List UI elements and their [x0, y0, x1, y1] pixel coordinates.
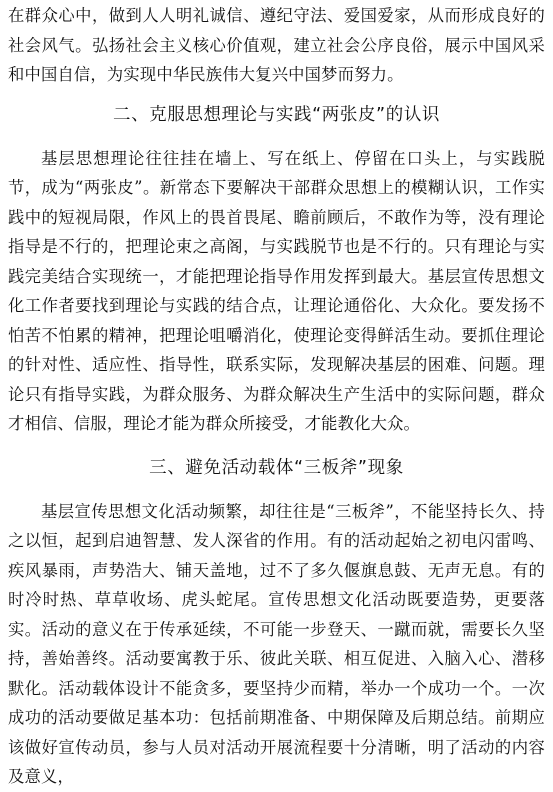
body-paragraph-3: 基层宣传思想文化活动频繁，却往往是“三板斧”，不能坚持长久、持之以恒，起到启迪智慧、发人深省的作用。有的活动起始之初电闪雷鸣、疾风暴雨，声势浩大、铺天盖地，过不了多久偃旗息鼓、无声无息。有的时冷时热、草草收场、虎头蛇尾。宣传思想文化活动既要造势，更要落实。活动的意义在于传承延续，不可能一步登天、一蹴而就，需要长久坚持，善始善终。活动要寓教于乐、彼此关联、相互促进、入脑入心、潜移默化。活动载体设计不能贪多，要坚持少而精，举办一个成功一个。一次成功的活动要做足基本功：包括前期准备、中期保障及后期总结。前期应该做好宣传动员，参与人员对活动开展流程要十分清晰，明了活动的内容及意义，: [8, 501, 545, 786]
section-heading-2: 二、克服思想理论与实践“两张皮”的认识: [112, 104, 441, 125]
body-paragraph-1: 在群众心中，做到人人明礼诚信、遵纪守法、爱国爱家，从而形成良好的社会风气。弘扬社会主义核心价值观，建立社会公序良俗，展示中国风采和中国自信，为实现中华民族伟大复兴中国梦而努力。: [8, 6, 545, 84]
document-page: [8, 0, 545, 792]
body-paragraph-2: 基层思想理论往往挂在墙上、写在纸上、停留在口头上，与实践脱节，成为“两张皮”。新常态下要解决干部群众思想上的模糊认识，工作实践中的短视局限，作风上的畏首畏尾、瞻前顾后，不敢作为等，没有理论指导是不行的，把理论束之高阁，与实践脱节也是不行的。只有理论与实践完美结合实现统一，才能把理论指导作用发挥到最大。基层宣传思想文化工作者要找到理论与实践的结合点，让理论通俗化、大众化。要发扬不怕苦不怕累的精神，把理论咀嚼消化，使理论变得鲜活生动。要抓住理论的针对性、适应性、指导性，联系实际，发现解决基层的困难、问题。理论只有指导实践，为群众服务、为群众解决生产生活中的实际问题，群众才相信、信服，理论才能为群众所接受，才能教化大众。: [8, 148, 545, 433]
section-heading-3: 三、避免活动载体“三板斧”现象: [149, 457, 404, 478]
